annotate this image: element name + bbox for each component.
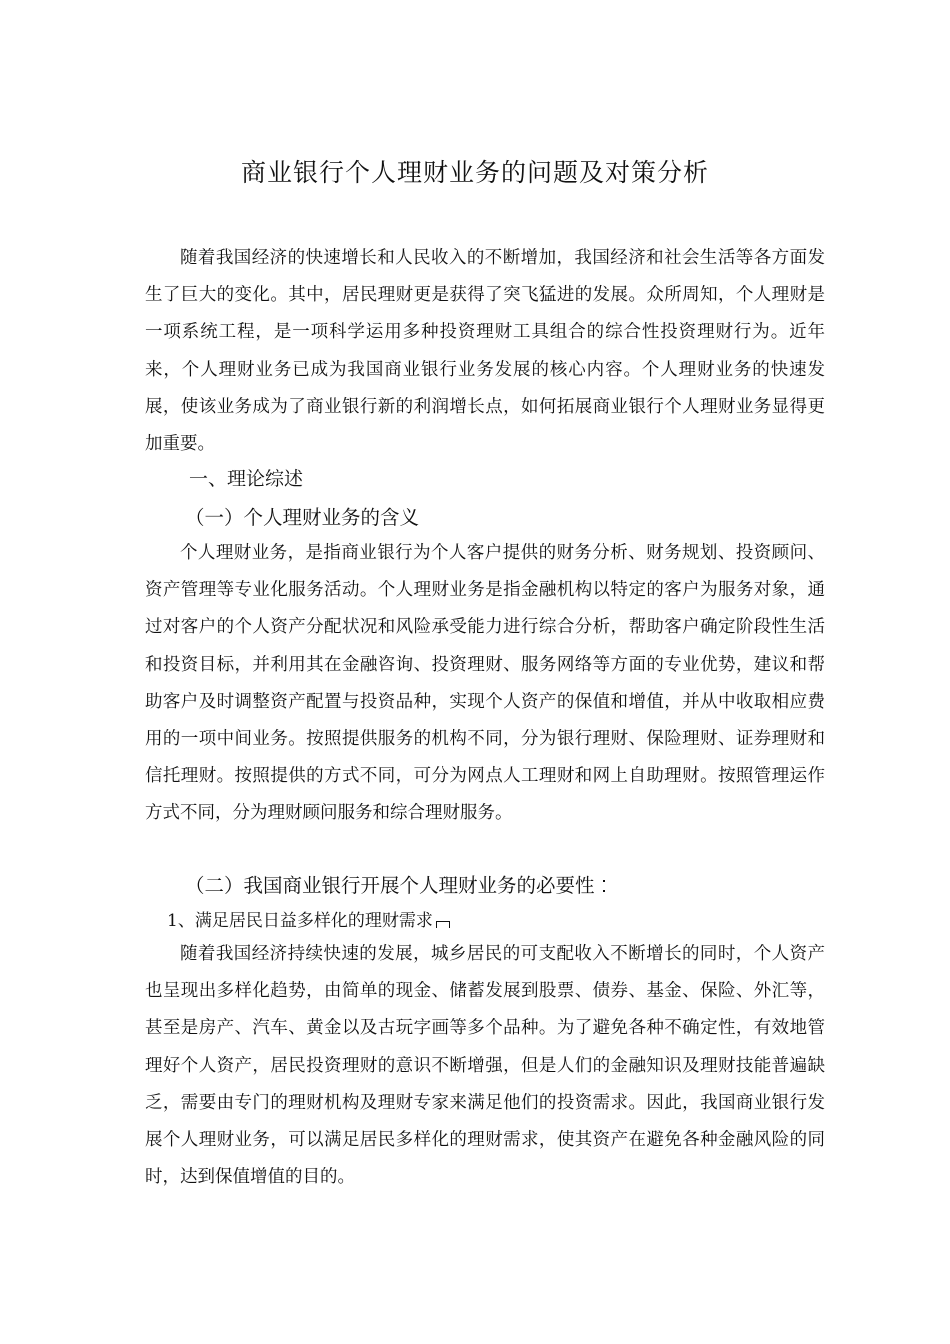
definition-paragraph: 个人理财业务，是指商业银行为个人客户提供的财务分析、财务规划、投资顾问、资产管理等专业化服务活动。个人理财业务是指金融机构以特定的客户为服务对象，通过对客户的个人资产分配状况和风险承受能力进行综合分析，帮助客户确定阶段性生活和投资目标，并利用其在金融咨询、投资理财、服务网络等方面的专业优势，建议和帮助客户及时调整资产配置与投资品种，实现个人资产的保值和增值，并从中收取相应费用的一项中间业务。按照提供服务的机构不同，分为银行理财、保险理财、证券理财和信托理财。按照提供的方式不同，可分为网点人工理财和网上自助理财。按照管理运作方式不同，分为理财顾问服务和综合理财服务。 <box>145 543 825 824</box>
intro-paragraph-block <box>145 240 825 463</box>
comment-anchor-icon <box>436 921 450 928</box>
subsection-heading-necessity-text: （二）我国商业银行开展个人理财业务的必要性 <box>185 874 595 897</box>
document-title: 商业银行个人理财业务的问题及对策分析 <box>240 158 709 187</box>
colon-mark-icon <box>601 878 607 894</box>
subsection-heading-necessity <box>185 871 607 901</box>
necessity-paragraph: 随着我国经济持续快速的发展，城乡居民的可支配收入不断增长的同时，个人资产也呈现出多样化趋势，由简单的现金、储蓄发展到股票、债券、基金、保险、外汇等，甚至是房产、汽车、黄金以及古玩字画等多个品种。为了避免各种不确定性，有效地管理好个人资产，居民投资理财的意识不断增强，但是人们的金融知识及理财技能普遍缺乏，需要由专门的理财机构及理财专家来满足他们的投资需求。因此，我国商业银行发展个人理财业务，可以满足居民多样化的理财需求，使其资产在避免各种金融风险的同时，达到保值增值的目的。 <box>145 944 825 1188</box>
list-item-heading <box>167 906 450 936</box>
list-item-label: 1、满足居民日益多样化的理财需求 <box>167 911 433 931</box>
section-heading-theory: 一、理论综述 <box>189 468 304 490</box>
necessity-paragraph-block <box>145 936 825 1196</box>
subsection-heading-definition: （一）个人理财业务的含义 <box>185 506 420 529</box>
definition-paragraph-block <box>145 535 825 833</box>
intro-paragraph: 随着我国经济的快速增长和人民收入的不断增加，我国经济和社会生活等各方面发生了巨大的变化。其中，居民理财更是获得了突飞猛进的发展。众所周知，个人理财是一项系统工程，是一项科学运用多种投资理财工具组合的综合性投资理财行为。近年来，个人理财业务已成为我国商业银行业务发展的核心内容。个人理财业务的快速发展，使该业务成为了商业银行新的利润增长点，如何拓展商业银行个人理财业务显得更加重要。 <box>145 248 825 455</box>
